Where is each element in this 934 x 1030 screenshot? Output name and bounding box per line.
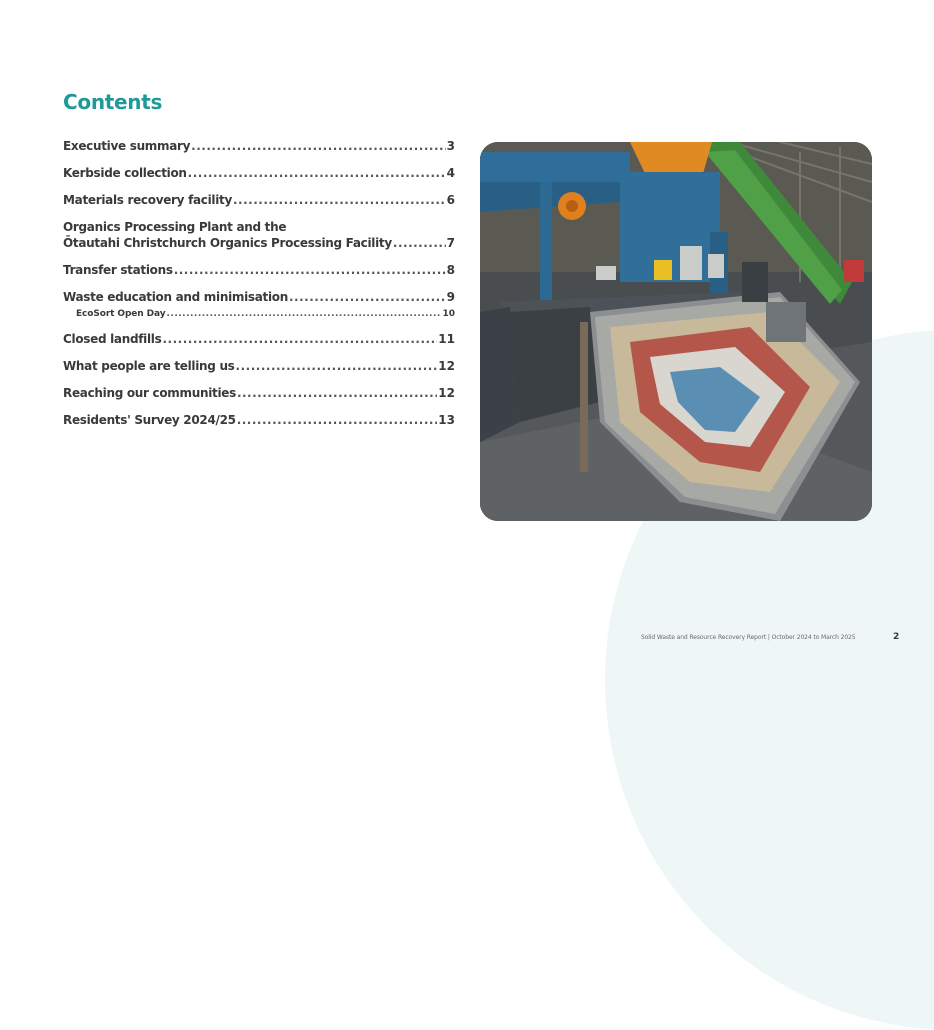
toc-label: EcoSort Open Day	[76, 309, 166, 319]
toc-page-number: 13	[438, 413, 455, 427]
toc-entry-what-people-are-telling-us[interactable]	[63, 358, 455, 374]
toc-leader	[188, 165, 446, 181]
toc-label: Closed landfills	[63, 332, 162, 346]
toc-label: Executive summary	[63, 139, 191, 153]
toc-page-number: 4	[446, 166, 455, 180]
toc-leader	[166, 308, 441, 320]
toc-label: Organics Processing Plant and the Ōtautahi Christchurch Organics Processing Facility	[63, 220, 392, 250]
toc-leader	[237, 385, 437, 401]
toc-page-number: 6	[446, 193, 455, 207]
toc-leader	[237, 412, 438, 428]
toc-page-number: 12	[438, 386, 455, 400]
toc-label: Reaching our communities	[63, 386, 236, 400]
toc-leader	[233, 192, 446, 208]
toc-label: Materials recovery facility	[63, 193, 232, 207]
toc-label: Waste education and minimisation	[63, 290, 288, 304]
page-number: 2	[893, 632, 900, 642]
toc-page-number: 11	[438, 332, 455, 346]
toc-entry-residents-survey[interactable]	[63, 412, 455, 428]
toc-label: What people are telling us	[63, 359, 235, 373]
toc-page-number: 12	[438, 359, 455, 373]
toc-leader	[174, 262, 446, 278]
toc-entry-materials-recovery-facility[interactable]	[63, 192, 455, 208]
toc-leader	[393, 235, 446, 251]
page-title: Contents	[63, 90, 163, 114]
toc-subentry-ecosort-open-day[interactable]	[63, 308, 455, 320]
toc-leader	[191, 138, 445, 154]
toc-page-number: 3	[446, 139, 455, 153]
toc-page-number: 9	[446, 290, 455, 304]
toc-entry-transfer-stations[interactable]	[63, 262, 455, 278]
toc-leader	[162, 331, 437, 347]
footer-report-title: Solid Waste and Resource Recovery Report | October 2024 to March 2025	[641, 634, 856, 641]
toc-entry-organics-processing[interactable]	[63, 219, 455, 251]
toc-label: Kerbside collection	[63, 166, 187, 180]
toc-entry-waste-education[interactable]	[63, 289, 455, 305]
table-of-contents	[63, 138, 455, 439]
toc-entry-closed-landfills[interactable]	[63, 331, 455, 347]
toc-leader	[236, 358, 438, 374]
toc-entry-executive-summary[interactable]	[63, 138, 455, 154]
toc-page-number: 8	[446, 263, 455, 277]
toc-page-number: 10	[442, 309, 455, 319]
toc-label: Residents' Survey 2024/25	[63, 413, 236, 427]
recycling-facility-photo	[480, 142, 872, 521]
toc-entry-reaching-our-communities[interactable]	[63, 385, 455, 401]
toc-page-number: 7	[446, 236, 455, 250]
toc-leader	[289, 289, 446, 305]
toc-entry-kerbside-collection[interactable]	[63, 165, 455, 181]
toc-label: Transfer stations	[63, 263, 173, 277]
photo-illustration	[480, 142, 872, 521]
